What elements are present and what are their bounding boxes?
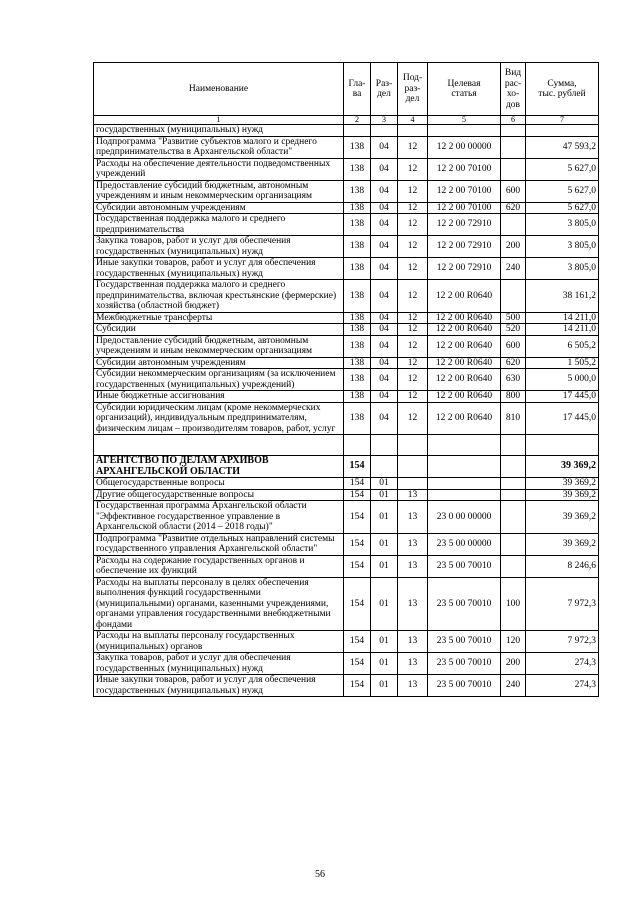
table-row [94, 631, 599, 653]
row-podrazdel: 13 [398, 653, 428, 675]
row-glava: 154 [344, 653, 371, 675]
row-expense-type: 810 [501, 402, 526, 435]
table-row [94, 478, 599, 490]
row-expense-type: 100 [501, 577, 526, 631]
table-row [94, 402, 599, 435]
col-number: 1 [94, 116, 344, 125]
row-sum: 14 211,0 [526, 312, 599, 324]
row-podrazdel [398, 456, 428, 478]
row-glava: 138 [344, 324, 371, 336]
row-target-article: 12 2 00 R0640 [428, 312, 501, 324]
table-row [94, 533, 599, 555]
table-row [94, 312, 599, 324]
row-podrazdel: 13 [398, 555, 428, 577]
row-expense-type [501, 555, 526, 577]
row-target-article: 12 2 00 R0640 [428, 391, 501, 403]
row-glava: 138 [344, 369, 371, 391]
row-expense-type: 240 [501, 675, 526, 697]
table-row [94, 357, 599, 369]
row-expense-type: 500 [501, 312, 526, 324]
row-razdel: 04 [371, 357, 398, 369]
row-expense-type [501, 280, 526, 313]
row-razdel: 04 [371, 258, 398, 280]
table-row [94, 577, 599, 631]
table-body [94, 125, 599, 697]
row-glava: 138 [344, 136, 371, 158]
row-target-article: 23 5 00 00000 [428, 533, 501, 555]
table-row [94, 136, 599, 158]
table-row [94, 653, 599, 675]
row-podrazdel: 12 [398, 158, 428, 180]
row-glava [344, 125, 371, 137]
row-podrazdel: 12 [398, 202, 428, 214]
column-number-row [94, 116, 599, 125]
col-number: 3 [371, 116, 398, 125]
row-glava: 138 [344, 236, 371, 258]
row-glava: 154 [344, 489, 371, 501]
row-expense-type [501, 456, 526, 478]
row-podrazdel: 12 [398, 324, 428, 336]
row-expense-type: 120 [501, 631, 526, 653]
row-glava: 154 [344, 456, 371, 478]
row-razdel: 01 [371, 631, 398, 653]
row-name: Подпрограмма "Развитие субъектов малого и среднего предпринимательства в Архангельской области" [94, 136, 344, 158]
row-expense-type: 600 [501, 335, 526, 357]
table-row [94, 435, 599, 456]
table-row [94, 456, 599, 478]
row-target-article: 12 2 00 70100 [428, 158, 501, 180]
row-target-article: 23 5 00 70010 [428, 631, 501, 653]
row-sum: 39 369,2 [526, 478, 599, 490]
row-glava: 138 [344, 202, 371, 214]
row-razdel: 04 [371, 324, 398, 336]
row-glava: 138 [344, 158, 371, 180]
row-sum: 1 505,2 [526, 357, 599, 369]
row-name: Предоставление субсидий бюджетным, автономным учреждениям и иным некоммерческим организациям [94, 180, 344, 202]
row-target-article: 12 2 00 72910 [428, 236, 501, 258]
row-expense-type [501, 214, 526, 236]
row-podrazdel: 13 [398, 675, 428, 697]
row-expense-type: 200 [501, 653, 526, 675]
row-glava: 138 [344, 180, 371, 202]
row-razdel [371, 435, 398, 456]
row-sum: 274,3 [526, 675, 599, 697]
row-razdel: 01 [371, 653, 398, 675]
row-sum: 3 805,0 [526, 236, 599, 258]
col-number: 4 [398, 116, 428, 125]
row-sum: 8 246,6 [526, 555, 599, 577]
table-row [94, 280, 599, 313]
row-target-article: 12 2 00 70100 [428, 202, 501, 214]
row-glava: 154 [344, 675, 371, 697]
row-podrazdel: 12 [398, 258, 428, 280]
table-header-row [94, 63, 599, 116]
row-name: Другие общегосударственные вопросы [94, 489, 344, 501]
row-razdel: 04 [371, 391, 398, 403]
row-target-article: 12 2 00 R0640 [428, 280, 501, 313]
row-podrazdel: 13 [398, 489, 428, 501]
row-target-article [428, 489, 501, 501]
row-podrazdel: 12 [398, 391, 428, 403]
row-podrazdel: 13 [398, 631, 428, 653]
row-expense-type [501, 501, 526, 534]
row-sum: 17 445,0 [526, 391, 599, 403]
table-row [94, 214, 599, 236]
row-target-article: 23 5 00 70010 [428, 653, 501, 675]
row-sum: 3 805,0 [526, 214, 599, 236]
table-row [94, 236, 599, 258]
row-glava: 154 [344, 501, 371, 534]
row-name: Расходы на содержание государственных органов и обеспечение их функций [94, 555, 344, 577]
row-target-article: 12 2 00 R0640 [428, 402, 501, 435]
row-razdel: 01 [371, 675, 398, 697]
row-name: Субсидии юридическим лицам (кроме некоммерческих организаций), индивидуальным предпринимателям, физическим лицам – производителям товаров, работ, услуг [94, 402, 344, 435]
row-podrazdel [398, 478, 428, 490]
row-sum: 5 000,0 [526, 369, 599, 391]
row-target-article: 12 2 00 72910 [428, 214, 501, 236]
row-sum: 38 161,2 [526, 280, 599, 313]
table-row [94, 501, 599, 534]
row-name: Расходы на обеспечение деятельности подведомственных учреждений [94, 158, 344, 180]
row-sum: 274,3 [526, 653, 599, 675]
row-target-article: 12 2 00 R0640 [428, 357, 501, 369]
row-name: Расходы на выплаты персоналу государственных (муниципальных) органов [94, 631, 344, 653]
header-target: Целевая статья [428, 63, 501, 116]
row-razdel: 04 [371, 202, 398, 214]
row-sum: 14 211,0 [526, 324, 599, 336]
table-row [94, 125, 599, 137]
col-number: 5 [428, 116, 501, 125]
row-sum: 7 972,3 [526, 577, 599, 631]
row-razdel: 01 [371, 501, 398, 534]
row-sum: 39 369,2 [526, 489, 599, 501]
row-target-article: 12 2 00 R0640 [428, 324, 501, 336]
row-target-article: 12 2 00 70100 [428, 180, 501, 202]
row-sum: 47 593,2 [526, 136, 599, 158]
row-glava: 138 [344, 312, 371, 324]
row-podrazdel: 12 [398, 136, 428, 158]
row-target-article: 23 5 00 70010 [428, 555, 501, 577]
row-glava: 138 [344, 214, 371, 236]
header-name: Наименование [94, 63, 344, 116]
row-name: Субсидии автономным учреждениям [94, 202, 344, 214]
row-name: Предоставление субсидий бюджетным, автономным учреждениям и иным некоммерческим организациям [94, 335, 344, 357]
table-row [94, 335, 599, 357]
header-razdel: Раз- дел [371, 63, 398, 116]
row-name: государственных (муниципальных) нужд [94, 125, 344, 137]
row-razdel: 01 [371, 533, 398, 555]
row-sum: 5 627,0 [526, 158, 599, 180]
row-podrazdel: 12 [398, 335, 428, 357]
row-razdel: 01 [371, 478, 398, 490]
table-row [94, 369, 599, 391]
row-sum [526, 435, 599, 456]
row-target-article: 12 2 00 00000 [428, 136, 501, 158]
row-name: Иные закупки товаров, работ и услуг для обеспечения государственных (муниципальных) нужд [94, 258, 344, 280]
row-sum: 5 627,0 [526, 202, 599, 214]
row-razdel: 04 [371, 402, 398, 435]
row-razdel [371, 125, 398, 137]
row-name: Межбюджетные трансферты [94, 312, 344, 324]
row-glava: 138 [344, 335, 371, 357]
row-expense-type [501, 136, 526, 158]
table-row [94, 324, 599, 336]
row-podrazdel: 12 [398, 369, 428, 391]
table-row [94, 675, 599, 697]
row-razdel: 04 [371, 180, 398, 202]
table-row [94, 258, 599, 280]
row-expense-type: 240 [501, 258, 526, 280]
row-razdel: 04 [371, 214, 398, 236]
row-target-article: 12 2 00 R0640 [428, 369, 501, 391]
row-razdel: 04 [371, 369, 398, 391]
row-sum: 17 445,0 [526, 402, 599, 435]
row-sum: 3 805,0 [526, 258, 599, 280]
row-sum: 39 369,2 [526, 456, 599, 478]
row-name: Закупка товаров, работ и услуг для обеспечения государственных (муниципальных) нужд [94, 653, 344, 675]
row-expense-type [501, 158, 526, 180]
row-podrazdel: 13 [398, 533, 428, 555]
col-number: 6 [501, 116, 526, 125]
row-name: Государственная поддержка малого и среднего предпринимательства [94, 214, 344, 236]
table-row [94, 180, 599, 202]
row-target-article [428, 435, 501, 456]
row-glava: 154 [344, 577, 371, 631]
row-expense-type [501, 435, 526, 456]
row-expense-type [501, 489, 526, 501]
row-name: Государственная поддержка малого и среднего предпринимательства, включая крестьянские (фермерские) хозяйства (областной бюджет) [94, 280, 344, 313]
row-target-article: 23 5 00 70010 [428, 675, 501, 697]
row-razdel: 04 [371, 335, 398, 357]
row-sum: 7 972,3 [526, 631, 599, 653]
row-expense-type [501, 125, 526, 137]
row-podrazdel: 13 [398, 577, 428, 631]
row-target-article: 12 2 00 72910 [428, 258, 501, 280]
row-name: Подпрограмма "Развитие отдельных направлений системы государственного управления Архангельской области" [94, 533, 344, 555]
row-target-article [428, 456, 501, 478]
row-podrazdel: 12 [398, 312, 428, 324]
row-glava: 154 [344, 533, 371, 555]
col-number: 2 [344, 116, 371, 125]
row-expense-type [501, 478, 526, 490]
row-name [94, 435, 344, 456]
row-name: Субсидии [94, 324, 344, 336]
row-expense-type: 800 [501, 391, 526, 403]
row-target-article [428, 125, 501, 137]
row-sum: 5 627,0 [526, 180, 599, 202]
row-expense-type: 630 [501, 369, 526, 391]
table-row [94, 202, 599, 214]
row-name: Иные закупки товаров, работ и услуг для обеспечения государственных (муниципальных) нужд [94, 675, 344, 697]
row-glava: 154 [344, 478, 371, 490]
row-sum: 39 369,2 [526, 501, 599, 534]
row-podrazdel: 13 [398, 501, 428, 534]
row-expense-type [501, 533, 526, 555]
row-razdel: 04 [371, 136, 398, 158]
row-name: Субсидии некоммерческим организациям (за исключением государственных (муниципальных) учреждений) [94, 369, 344, 391]
row-expense-type: 620 [501, 357, 526, 369]
budget-table [93, 62, 599, 697]
row-expense-type: 620 [501, 202, 526, 214]
row-razdel: 01 [371, 577, 398, 631]
row-name: Общегосударственные вопросы [94, 478, 344, 490]
row-razdel: 04 [371, 236, 398, 258]
col-number: 7 [526, 116, 599, 125]
row-sum [526, 125, 599, 137]
row-podrazdel: 12 [398, 236, 428, 258]
row-expense-type: 600 [501, 180, 526, 202]
row-razdel: 04 [371, 158, 398, 180]
table-row [94, 489, 599, 501]
header-podrazdel: Под- раз- дел [398, 63, 428, 116]
row-sum: 6 505,2 [526, 335, 599, 357]
row-name: Расходы на выплаты персоналу в целях обеспечения выполнения функций государственными (муниципальными) органами, казенными учреждениями, органами управления государственными внебюджетными фондами [94, 577, 344, 631]
row-target-article: 12 2 00 R0640 [428, 335, 501, 357]
table-row [94, 555, 599, 577]
row-podrazdel [398, 125, 428, 137]
row-name: Иные бюджетные ассигнования [94, 391, 344, 403]
row-glava: 138 [344, 280, 371, 313]
row-glava: 138 [344, 402, 371, 435]
row-name: Субсидии автономным учреждениям [94, 357, 344, 369]
row-podrazdel [398, 435, 428, 456]
row-glava: 138 [344, 391, 371, 403]
row-expense-type: 200 [501, 236, 526, 258]
row-glava: 138 [344, 357, 371, 369]
row-name: Закупка товаров, работ и услуг для обеспечения государственных (муниципальных) нужд [94, 236, 344, 258]
row-name: Государственная программа Архангельской области "Эффективное государственное управление в Архангельской области (2014 – 2018 годы)" [94, 501, 344, 534]
row-target-article: 23 5 00 70010 [428, 577, 501, 631]
row-razdel: 01 [371, 489, 398, 501]
row-glava [344, 435, 371, 456]
row-podrazdel: 12 [398, 214, 428, 236]
row-razdel: 04 [371, 312, 398, 324]
header-sum: Сумма, тыс. рублей [526, 63, 599, 116]
row-sum: 39 369,2 [526, 533, 599, 555]
row-glava: 154 [344, 555, 371, 577]
row-glava: 154 [344, 631, 371, 653]
header-vid: Вид рас- хо- дов [501, 63, 526, 116]
row-glava: 138 [344, 258, 371, 280]
row-podrazdel: 12 [398, 402, 428, 435]
page-number: 56 [315, 869, 325, 880]
row-name: АГЕНТСТВО ПО ДЕЛАМ АРХИВОВ АРХАНГЕЛЬСКОЙ ОБЛАСТИ [94, 456, 344, 478]
table-row [94, 158, 599, 180]
row-razdel: 01 [371, 555, 398, 577]
row-expense-type: 520 [501, 324, 526, 336]
row-podrazdel: 12 [398, 180, 428, 202]
budget-table-sheet [93, 62, 598, 697]
header-glava: Гла- ва [344, 63, 371, 116]
row-podrazdel: 12 [398, 357, 428, 369]
row-target-article [428, 478, 501, 490]
row-razdel: 04 [371, 280, 398, 313]
row-target-article: 23 0 00 00000 [428, 501, 501, 534]
row-podrazdel: 12 [398, 280, 428, 313]
table-row [94, 391, 599, 403]
row-razdel [371, 456, 398, 478]
